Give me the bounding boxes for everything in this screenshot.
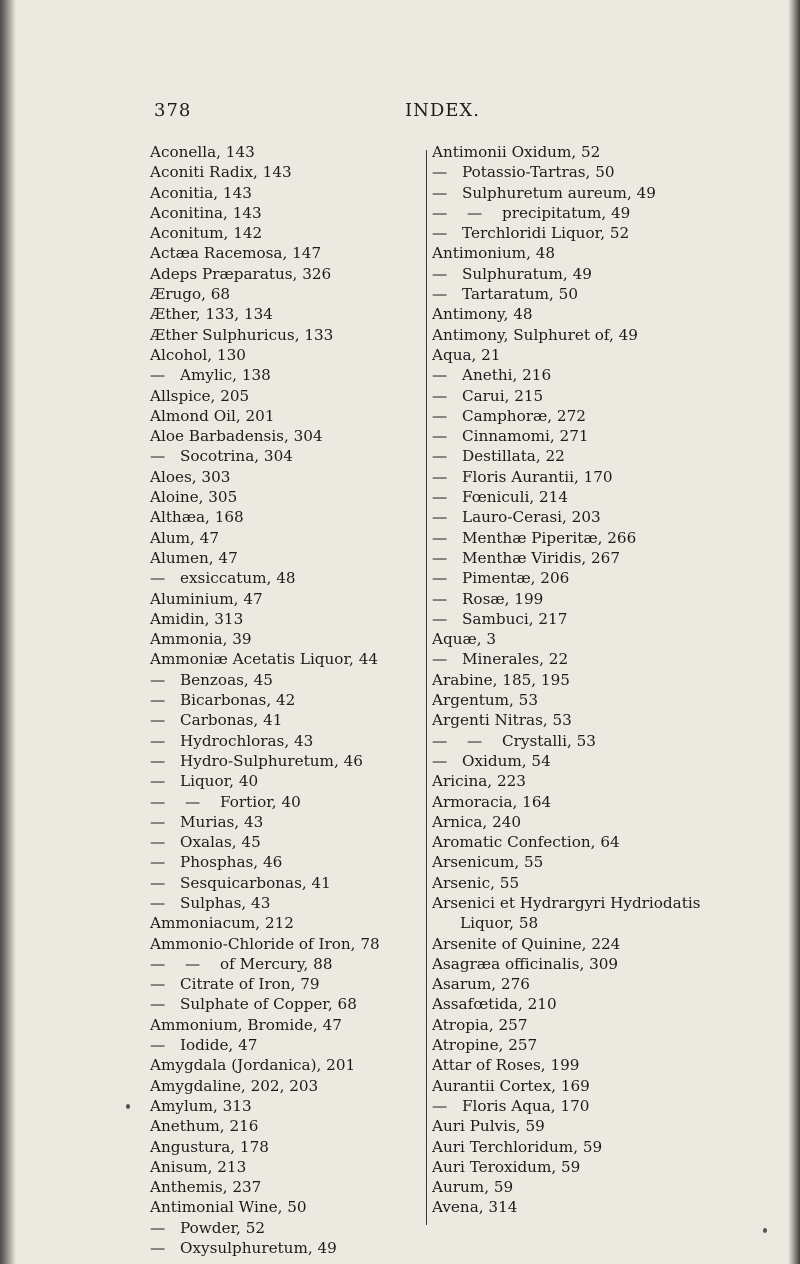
print-speck xyxy=(126,1104,130,1109)
index-entry xyxy=(150,954,425,974)
index-entry-text: Ærugo, 68 xyxy=(150,285,231,304)
index-entry-text: Floris Aqua, 170 xyxy=(462,1096,590,1115)
index-entry xyxy=(150,1055,425,1075)
index-entry xyxy=(150,1035,425,1055)
ditto-dash: — xyxy=(150,1036,166,1055)
ditto-dash: — xyxy=(432,224,448,243)
index-entry-text: Citrate of Iron, 79 xyxy=(180,975,320,994)
index-entry xyxy=(150,487,425,507)
index-entry xyxy=(432,934,777,954)
index-entry-text: Asarum, 276 xyxy=(432,975,530,994)
index-entry xyxy=(432,629,777,649)
index-entry-text: Aluminium, 47 xyxy=(150,589,263,608)
index-entry-text: Adeps Præparatus, 326 xyxy=(150,264,332,283)
index-entry xyxy=(432,284,777,304)
ditto-dash: — xyxy=(150,772,166,791)
index-entry xyxy=(432,710,777,730)
running-head-title: INDEX. xyxy=(405,100,480,121)
index-entry xyxy=(432,913,777,933)
index-entry-text: Aconiti Radix, 143 xyxy=(150,163,292,182)
index-entry-text: precipitatum, 49 xyxy=(502,203,631,222)
index-entry xyxy=(432,386,777,406)
ditto-dash: — xyxy=(185,792,201,811)
ditto-dash: — xyxy=(432,488,448,507)
index-entry xyxy=(432,1177,777,1197)
index-entry-text: Allspice, 205 xyxy=(150,386,250,405)
index-entry xyxy=(150,710,425,730)
index-entry xyxy=(432,325,777,345)
index-entry xyxy=(432,467,777,487)
index-entry-text: Hydrochloras, 43 xyxy=(180,731,314,750)
ditto-dash: — xyxy=(150,366,166,385)
index-entry xyxy=(432,1116,777,1136)
index-entry-text: Tartaratum, 50 xyxy=(462,285,579,304)
index-entry xyxy=(432,974,777,994)
ditto-dash: — xyxy=(150,1218,166,1237)
index-entry-text: Oxalas, 45 xyxy=(180,833,261,852)
index-entry-text: Menthæ Viridis, 267 xyxy=(462,548,621,567)
index-entry-text: Aloine, 305 xyxy=(150,488,238,507)
index-entry-text: Amygdala (Jordanica), 201 xyxy=(150,1056,356,1075)
index-entry-text: Crystalli, 53 xyxy=(502,731,596,750)
index-entry xyxy=(432,568,777,588)
index-entry xyxy=(432,548,777,568)
index-entry xyxy=(432,812,777,832)
index-entry-text: Aromatic Confection, 64 xyxy=(432,833,620,852)
index-entry xyxy=(432,609,777,629)
index-entry xyxy=(432,365,777,385)
index-entry-text: Antimonial Wine, 50 xyxy=(150,1198,307,1217)
page-binding-edge-right xyxy=(788,0,800,1264)
index-entry-text: Rosæ, 199 xyxy=(462,589,544,608)
index-entry xyxy=(150,183,425,203)
index-entry xyxy=(150,467,425,487)
index-entry-text: Anethum, 216 xyxy=(150,1117,259,1136)
index-entry-text: Minerales, 22 xyxy=(462,650,569,669)
index-entry xyxy=(432,1157,777,1177)
index-entry xyxy=(150,934,425,954)
ditto-dash: — xyxy=(150,812,166,831)
index-entry xyxy=(432,771,777,791)
ditto-dash: — xyxy=(432,447,448,466)
index-entry-text: Liquor, 40 xyxy=(180,772,259,791)
index-entry xyxy=(150,568,425,588)
index-entry xyxy=(150,325,425,345)
index-entry xyxy=(150,162,425,182)
index-entry-text: Atropine, 257 xyxy=(432,1036,538,1055)
index-entry-text: Anethi, 216 xyxy=(462,366,552,385)
index-entry xyxy=(150,284,425,304)
index-entry xyxy=(432,832,777,852)
ditto-dash: — xyxy=(150,691,166,710)
index-entry-text: Anisum, 213 xyxy=(150,1157,247,1176)
index-entry-text: Murias, 43 xyxy=(180,812,264,831)
index-entry xyxy=(432,1055,777,1075)
index-entry xyxy=(150,507,425,527)
index-entry-text: Aqua, 21 xyxy=(432,345,501,364)
index-entry xyxy=(150,528,425,548)
ditto-dash: — xyxy=(432,589,448,608)
index-entry-text: Oxidum, 54 xyxy=(462,751,551,770)
ditto-dash: — xyxy=(432,163,448,182)
index-entry xyxy=(150,386,425,406)
index-entry xyxy=(432,264,777,284)
index-entry-text: Fortior, 40 xyxy=(220,792,301,811)
index-entry xyxy=(432,873,777,893)
index-entry-text: Aricina, 223 xyxy=(432,772,526,791)
index-entry-text: Antimonii Oxidum, 52 xyxy=(432,143,601,161)
index-entry-text: Aconella, 143 xyxy=(150,143,255,161)
index-entry xyxy=(432,487,777,507)
index-entry xyxy=(150,1015,425,1035)
ditto-dash: — xyxy=(150,792,166,811)
index-entry xyxy=(432,304,777,324)
ditto-dash: — xyxy=(467,203,483,222)
index-entry-text: Sulphuratum, 49 xyxy=(462,264,592,283)
index-entry-text: Ammonia, 39 xyxy=(150,630,252,649)
index-entry-text: Bicarbonas, 42 xyxy=(180,691,296,710)
index-entry xyxy=(150,406,425,426)
index-entry-text: Aloe Barbadensis, 304 xyxy=(150,427,323,446)
index-entry-text: Socotrina, 304 xyxy=(180,447,293,466)
index-entry-text: Ammoniæ Acetatis Liquor, 44 xyxy=(150,650,379,669)
index-entry xyxy=(150,1157,425,1177)
index-entry xyxy=(150,792,425,812)
index-entry-text: Angustura, 178 xyxy=(150,1137,269,1156)
index-column-left xyxy=(150,142,425,1258)
index-entry-text: Liquor, 58 xyxy=(460,914,539,933)
ditto-dash: — xyxy=(150,569,166,588)
index-entry xyxy=(150,203,425,223)
page-binding-edge-left xyxy=(0,0,16,1264)
index-entry-text: Sulphate of Copper, 68 xyxy=(180,995,357,1014)
index-entry xyxy=(432,183,777,203)
index-entry xyxy=(150,670,425,690)
index-entry-text: Avena, 314 xyxy=(432,1198,518,1217)
ditto-dash: — xyxy=(150,711,166,730)
index-entry xyxy=(150,548,425,568)
ditto-dash: — xyxy=(185,954,201,973)
ditto-dash: — xyxy=(150,833,166,852)
ditto-dash: — xyxy=(432,427,448,446)
index-entry-text: Antimony, Sulphuret of, 49 xyxy=(432,325,638,344)
index-entry-text: Camphoræ, 272 xyxy=(462,406,586,425)
index-entry-text: Argentum, 53 xyxy=(432,691,538,710)
ditto-dash: — xyxy=(150,995,166,1014)
index-entry-text: Antimony, 48 xyxy=(432,305,533,324)
index-entry xyxy=(150,1076,425,1096)
index-entry-text: Aconitina, 143 xyxy=(150,203,262,222)
ditto-dash: — xyxy=(150,447,166,466)
index-entry xyxy=(150,649,425,669)
index-entry xyxy=(150,812,425,832)
index-entry-text: Phosphas, 46 xyxy=(180,853,283,872)
index-entry xyxy=(150,142,425,162)
index-entry-text: Arnica, 240 xyxy=(432,812,522,831)
index-entry xyxy=(150,690,425,710)
ditto-dash: — xyxy=(150,670,166,689)
index-entry-text: Arsenite of Quinine, 224 xyxy=(432,934,621,953)
index-entry-text: Anthemis, 237 xyxy=(150,1178,262,1197)
index-entry xyxy=(150,1116,425,1136)
ditto-dash: — xyxy=(432,183,448,202)
ditto-dash: — xyxy=(432,386,448,405)
index-entry-text: Arabine, 185, 195 xyxy=(432,670,570,689)
index-entry-text: Carui, 215 xyxy=(462,386,544,405)
index-entry xyxy=(432,142,777,162)
index-entry xyxy=(432,1076,777,1096)
index-entry xyxy=(432,792,777,812)
index-entry xyxy=(432,731,777,751)
index-entry xyxy=(432,345,777,365)
index-entry xyxy=(150,1218,425,1238)
index-entry xyxy=(150,994,425,1014)
ditto-dash: — xyxy=(432,731,448,750)
ditto-dash: — xyxy=(432,650,448,669)
index-entry xyxy=(150,304,425,324)
index-entry-text: Alcohol, 130 xyxy=(150,345,246,364)
index-entry xyxy=(432,1197,777,1217)
index-entry xyxy=(150,629,425,649)
index-entry-text: Floris Aurantii, 170 xyxy=(462,467,613,486)
index-entry xyxy=(432,893,777,913)
index-entry-text: Cinnamomi, 271 xyxy=(462,427,589,446)
index-entry xyxy=(150,852,425,872)
index-entry xyxy=(150,609,425,629)
ditto-dash: — xyxy=(432,548,448,567)
index-entry-text: Æther Sulphuricus, 133 xyxy=(150,325,334,344)
index-entry-text: Almond Oil, 201 xyxy=(150,406,275,425)
index-entry xyxy=(432,507,777,527)
index-entry xyxy=(432,1035,777,1055)
index-entry xyxy=(150,832,425,852)
index-entry-text: Aloes, 303 xyxy=(150,467,231,486)
index-entry-text: Assafœtida, 210 xyxy=(432,995,557,1014)
index-entry-text: Armoracia, 164 xyxy=(432,792,552,811)
index-entry xyxy=(432,203,777,223)
index-entry xyxy=(150,446,425,466)
index-entry-text: Ammonium, Bromide, 47 xyxy=(150,1015,342,1034)
index-entry xyxy=(432,406,777,426)
ditto-dash: — xyxy=(150,751,166,770)
index-entry xyxy=(432,994,777,1014)
index-entry xyxy=(432,751,777,771)
index-entry xyxy=(150,1197,425,1217)
index-entry-text: Hydro-Sulphuretum, 46 xyxy=(180,751,363,770)
index-entry-text: Pimentæ, 206 xyxy=(462,569,570,588)
ditto-dash: — xyxy=(432,569,448,588)
index-entry xyxy=(432,223,777,243)
index-entry xyxy=(432,162,777,182)
index-column-right xyxy=(432,142,777,1218)
index-entry xyxy=(432,852,777,872)
ditto-dash: — xyxy=(467,731,483,750)
index-entry xyxy=(432,446,777,466)
index-entry-text: Potassio-Tartras, 50 xyxy=(462,163,615,182)
index-entry xyxy=(150,426,425,446)
index-entry xyxy=(150,1177,425,1197)
index-entry-text: Actæa Racemosa, 147 xyxy=(150,244,322,263)
index-entry xyxy=(150,243,425,263)
index-entry-text: Aurum, 59 xyxy=(432,1178,514,1197)
index-entry-text: Alumen, 47 xyxy=(150,548,238,567)
index-entry-text: of Mercury, 88 xyxy=(220,954,333,973)
ditto-dash: — xyxy=(150,975,166,994)
index-entry xyxy=(150,974,425,994)
index-entry xyxy=(432,1137,777,1157)
index-entry xyxy=(150,751,425,771)
index-entry-text: Benzoas, 45 xyxy=(180,670,273,689)
ditto-dash: — xyxy=(432,609,448,628)
index-entry-text: Althæa, 168 xyxy=(150,508,244,527)
index-entry-text: Destillata, 22 xyxy=(462,447,565,466)
index-entry xyxy=(432,528,777,548)
index-entry-text: Terchloridi Liquor, 52 xyxy=(462,224,630,243)
ditto-dash: — xyxy=(432,366,448,385)
index-entry-text: Aquæ, 3 xyxy=(432,630,497,649)
index-entry xyxy=(150,873,425,893)
index-entry xyxy=(432,670,777,690)
index-entry xyxy=(150,1096,425,1116)
index-entry-text: exsiccatum, 48 xyxy=(180,569,296,588)
page-number: 378 xyxy=(154,100,192,121)
index-entry-text: Argenti Nitras, 53 xyxy=(432,711,572,730)
ditto-dash: — xyxy=(432,508,448,527)
index-entry-text: Ammoniacum, 212 xyxy=(150,914,294,933)
index-entry-text: Sesquicarbonas, 41 xyxy=(180,873,331,892)
index-entry xyxy=(150,913,425,933)
index-entry-text: Fœniculi, 214 xyxy=(462,488,569,507)
ditto-dash: — xyxy=(150,1239,166,1258)
index-entry-text: Arsenicum, 55 xyxy=(432,853,544,872)
index-entry-text: Attar of Roses, 199 xyxy=(432,1056,580,1075)
index-entry-text: Aconitum, 142 xyxy=(150,224,263,243)
index-entry-text: Arsenici et Hydrargyri Hydriodatis xyxy=(432,893,701,912)
column-divider xyxy=(426,150,427,1225)
index-entry-text: Atropia, 257 xyxy=(432,1015,528,1034)
index-entry xyxy=(432,1015,777,1035)
ditto-dash: — xyxy=(432,751,448,770)
index-entry xyxy=(432,649,777,669)
index-entry xyxy=(150,771,425,791)
ditto-dash: — xyxy=(432,285,448,304)
index-entry-text: Oxysulphuretum, 49 xyxy=(180,1239,337,1258)
index-entry-text: Carbonas, 41 xyxy=(180,711,283,730)
index-entry xyxy=(150,589,425,609)
ditto-dash: — xyxy=(150,853,166,872)
index-entry-text: Æther, 133, 134 xyxy=(150,305,273,324)
ditto-dash: — xyxy=(432,528,448,547)
index-entry-text: Auri Pulvis, 59 xyxy=(432,1117,545,1136)
ditto-dash: — xyxy=(432,467,448,486)
index-entry-text: Amidin, 313 xyxy=(150,609,244,628)
index-entry-text: Sambuci, 217 xyxy=(462,609,568,628)
index-entry-text: Alum, 47 xyxy=(150,528,219,547)
index-entry-text: Menthæ Piperitæ, 266 xyxy=(462,528,637,547)
index-entry-text: Amygdaline, 202, 203 xyxy=(150,1076,319,1095)
index-entry-text: Auri Terchloridum, 59 xyxy=(432,1137,603,1156)
index-entry-text: Auri Teroxidum, 59 xyxy=(432,1157,581,1176)
index-entry-text: Lauro-Cerasi, 203 xyxy=(462,508,601,527)
ditto-dash: — xyxy=(432,203,448,222)
index-entry xyxy=(150,223,425,243)
index-entry xyxy=(150,1238,425,1258)
index-entry xyxy=(432,954,777,974)
index-entry xyxy=(432,426,777,446)
index-entry-text: Iodide, 47 xyxy=(180,1036,258,1055)
index-entry-text: Aconitia, 143 xyxy=(150,183,252,202)
index-entry-text: Aurantii Cortex, 169 xyxy=(432,1076,590,1095)
index-entry xyxy=(150,1137,425,1157)
index-entry xyxy=(150,264,425,284)
ditto-dash: — xyxy=(150,731,166,750)
index-entry-text: Sulphas, 43 xyxy=(180,893,271,912)
index-entry-text: Amylum, 313 xyxy=(150,1096,252,1115)
index-entry-text: Antimonium, 48 xyxy=(432,244,556,263)
index-entry-text: Sulphuretum aureum, 49 xyxy=(462,183,656,202)
ditto-dash: — xyxy=(432,1096,448,1115)
index-entry xyxy=(150,893,425,913)
index-entry xyxy=(150,731,425,751)
ditto-dash: — xyxy=(432,406,448,425)
ditto-dash: — xyxy=(150,873,166,892)
ditto-dash: — xyxy=(150,954,166,973)
index-entry-text: Asagræa officinalis, 309 xyxy=(432,954,619,973)
ditto-dash: — xyxy=(432,264,448,283)
index-entry xyxy=(432,690,777,710)
index-entry xyxy=(150,345,425,365)
print-speck xyxy=(763,1228,767,1233)
index-entry xyxy=(432,1096,777,1116)
ditto-dash: — xyxy=(150,893,166,912)
index-entry xyxy=(150,365,425,385)
index-entry-text: Powder, 52 xyxy=(180,1218,266,1237)
index-entry xyxy=(432,589,777,609)
index-entry-text: Arsenic, 55 xyxy=(432,873,520,892)
index-entry-text: Amylic, 138 xyxy=(180,366,271,385)
index-entry-text: Ammonio-Chloride of Iron, 78 xyxy=(150,934,380,953)
index-entry xyxy=(432,243,777,263)
